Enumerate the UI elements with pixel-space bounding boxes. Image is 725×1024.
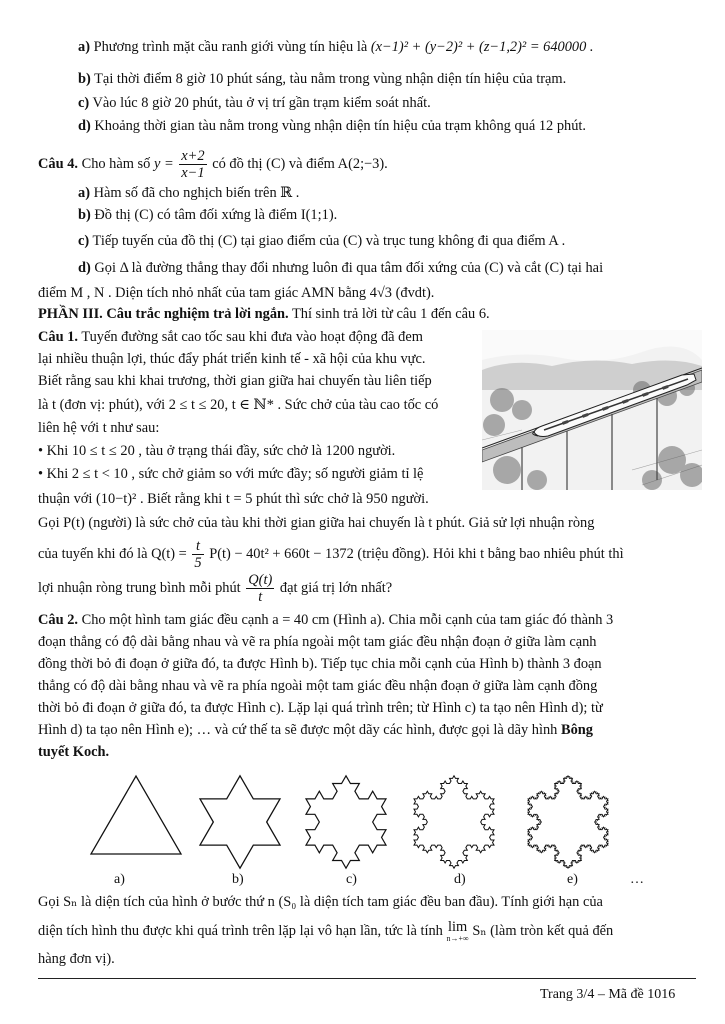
function-fraction: $\frac{x+2}{x-1}$ xyxy=(181,148,205,182)
high-speed-train-image xyxy=(482,330,702,490)
question-4: Câu 4. Cho hàm số y = $\frac{x+2}{x-1}$ có đồ thị (C) và điểm A(2;−3). xyxy=(38,148,388,182)
statement-4d: d) Gọi Δ là đường thẳng thay đổi nhưng luôn đi qua tâm đối xứng của (C) và cắt (C) tại hai xyxy=(78,260,604,276)
statement-text: Phương trình mặt cầu ranh giới vùng tín hiệu là xyxy=(93,39,368,55)
question-label: Câu 2. xyxy=(38,612,78,628)
figure-label-b: b) xyxy=(232,872,244,887)
figure-b-star xyxy=(190,762,290,872)
c2-line-2: đoạn thẳng có độ dài bằng nhau và vẽ ra phía ngoài một tam giác đều nhận đoạn ở giữa làm cạnh xyxy=(38,634,597,650)
c1-line-8: của tuyến khi đó là Q(t) = $\frac{t}{5}$ P(t) − 40t² + 660t − 1372 (triệu đồng). Hỏi khi t bằng bao nhiêu phút thì xyxy=(38,538,624,572)
s-line-3: hàng đơn vị). xyxy=(38,951,115,967)
figure-label-a: a) xyxy=(114,872,125,887)
c1-line-3: Biết rằng sau khi khai trương, thời gian giữa hai chuyến tàu liên tiếp xyxy=(38,373,432,389)
question-label: Câu 4. xyxy=(38,156,78,172)
c1-line-6: thuận với (10−t)² . Biết rằng khi t = 5 phút thì sức chở là 950 người. xyxy=(38,491,429,507)
c2-line-7: tuyết Koch. xyxy=(38,744,110,760)
s-line-2: diện tích hình thu được khi quá trình trên lặp lại vô hạn lần, tức là tính lim n→+∞ Sₙ (làm tròn kết quả đến xyxy=(38,918,614,943)
c1-bullet-2: • Khi 2 ≤ t < 10 , sức chở giảm so với mức đầy; số người giảm tỉ lệ xyxy=(38,466,424,482)
question-label: Câu 1. xyxy=(38,329,78,345)
figure-e-koch xyxy=(518,762,618,872)
c2-line-5: thời bỏ đi đoạn ở giữa đó, ta được Hình c). Lặp lại quá trình trên; từ Hình c) ta tạo nên Hình d); từ xyxy=(38,700,603,716)
c2-line-6: Hình d) ta tạo nên Hình e); … và cứ thế ta sẽ được một dãy các hình, được gọi là dãy hình Bông xyxy=(38,722,593,738)
section-title: PHẦN III. Câu trắc nghiệm trả lời ngắn. xyxy=(38,306,289,322)
statement-d: d) Khoảng thời gian tàu nằm trong vùng nhận diện tín hiệu của trạm không quá 12 phút. xyxy=(78,118,587,134)
statement-4d-cont: điểm M , N . Diện tích nhỏ nhất của tam giác AMN bằng 4√3 (đvdt). xyxy=(38,285,435,301)
statement-label: a) xyxy=(78,39,90,55)
c1-line-9: lợi nhuận ròng trung bình mỗi phút $\frac{Q(t)}{t}$ đạt giá trị lớn nhất? xyxy=(38,572,393,606)
s-line-1: Gọi Sₙ là diện tích của hình ở bước thứ n (S₀ là diện tích tam giác đều ban đầu). Tính giới hạn của xyxy=(38,894,603,910)
page-footer: Trang 3/4 – Mã đề 1016 xyxy=(540,987,676,1002)
q-over-t-fraction: $\frac{Q(t)}{t}$ xyxy=(248,572,273,606)
figure-label-d: d) xyxy=(454,872,466,887)
statement-a xyxy=(78,38,594,56)
statement-4c: c) Tiếp tuyến của đồ thị (C) tại giao điểm của (C) và trục tung không đi qua điểm A . xyxy=(78,233,566,249)
statement-4b: b) Đồ thị (C) có tâm đối xứng là điểm I(1;1). xyxy=(78,207,338,223)
c1-line-7: Gọi P(t) (người) là sức chở của tàu khi thời gian giữa hai chuyến là t phút. Giả sử lợi nhuận ròng xyxy=(38,515,595,531)
part-3-heading: PHẦN III. Câu trắc nghiệm trả lời ngắn. Thí sinh trả lời từ câu 1 đến câu 6. xyxy=(38,306,490,322)
figure-c-koch xyxy=(296,762,396,872)
figure-label-c: c) xyxy=(346,872,357,887)
figure-a-triangle xyxy=(86,770,186,862)
c1-line-1: Câu 1. Tuyến đường sắt cao tốc sau khi đưa vào hoạt động đã đem xyxy=(38,329,423,345)
figure-d-koch xyxy=(404,762,504,872)
c2-line-4: thẳng có độ dài bằng nhau và vẽ ra phía ngoài một tam giác đều nhận đoạn ở giữa làm cạnh đồng xyxy=(38,678,598,694)
train-drawing xyxy=(482,330,702,490)
c1-line-4: là t (đơn vị: phút), với 2 ≤ t ≤ 20, t ∈ ℕ* . Sức chở của tàu cao tốc có xyxy=(38,397,439,413)
c2-line-1: Câu 2. Cho một hình tam giác đều cạnh a = 40 cm (Hình a). Chia mỗi cạnh của tam giác đó thành 3 xyxy=(38,612,614,628)
statement-4a: a) Hàm số đã cho nghịch biến trên ℝ . xyxy=(78,185,300,201)
sphere-equation: (x−1)² + (y−2)² + (z−1,2)² = 640000 . xyxy=(370,39,594,55)
c1-bullet-1: • Khi 10 ≤ t ≤ 20 , tàu ở trạng thái đầy, sức chở là 1200 người. xyxy=(38,443,396,459)
statement-c: c) Vào lúc 8 giờ 20 phút, tàu ở vị trí gần trạm kiểm soát nhất. xyxy=(78,95,431,111)
figure-label-ellipsis: … xyxy=(630,872,644,887)
c1-line-2: lại nhiều thuận lợi, thúc đẩy phát triển kinh tế - xã hội của khu vực. xyxy=(38,351,426,367)
c1-line-5: liên hệ với t như sau: xyxy=(38,420,160,436)
statement-b: b) Tại thời điểm 8 giờ 10 phút sáng, tàu nằm trong vùng nhận diện tín hiệu của trạm. xyxy=(78,71,567,87)
footer-divider xyxy=(38,978,696,979)
c2-line-3: đồng thời bỏ đi đoạn ở giữa đó, ta được Hình b). Tiếp tục chia mỗi cạnh của Hình b) thành 3 đoạn xyxy=(38,656,602,672)
limit-notation: lim n→+∞ xyxy=(446,918,469,943)
figure-label-e: e) xyxy=(567,872,578,887)
t-over-5-fraction: $\frac{t}{5}$ xyxy=(194,538,202,572)
